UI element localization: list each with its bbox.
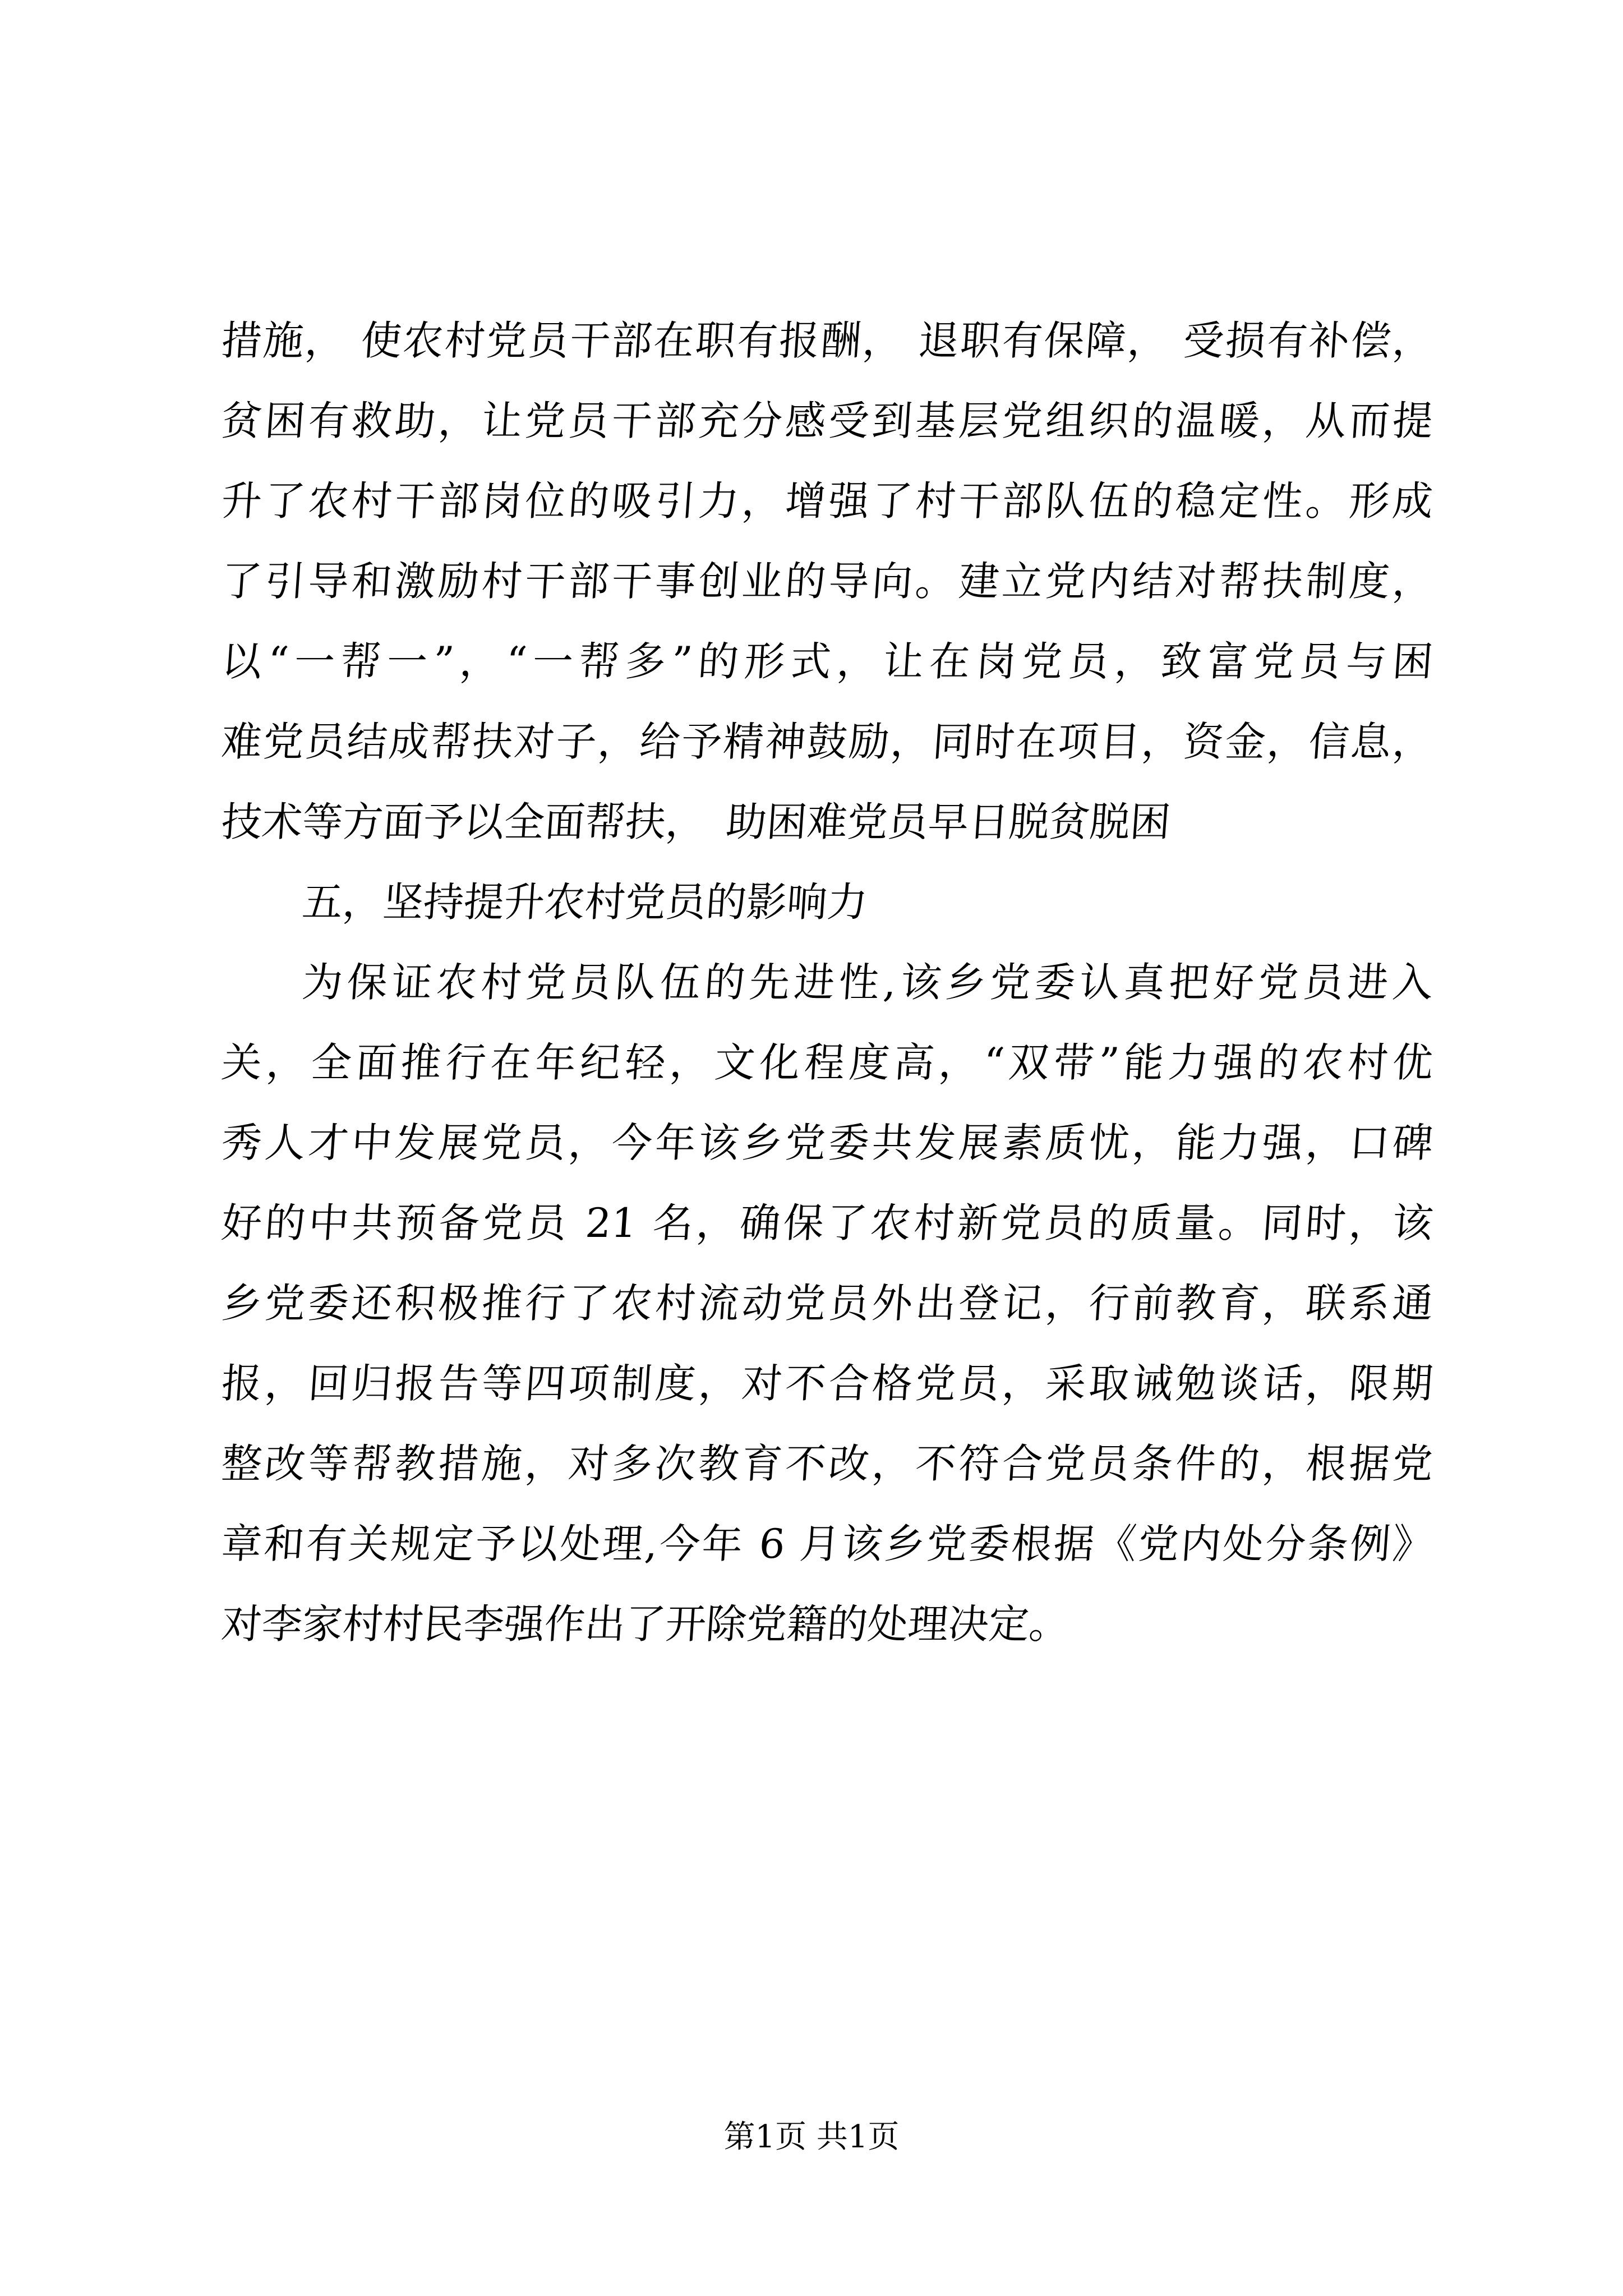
text-line: 报，回归报告等四项制度，对不合格党员，采取诫勉谈话，限期 [220, 1360, 1435, 1407]
section-heading: 五，坚持提升农村党员的影响力 [301, 878, 869, 926]
text-line: 整改等帮教措施，对多次教育不改，不符合党员条件的，根据党 [220, 1440, 1435, 1487]
text-line: 好的中共预备党员 21 名，确保了农村新党员的质量。同时，该 [220, 1199, 1435, 1246]
text-line: 秀人才中发展党员，今年该乡党委共发展素质忧，能力强，口碑 [220, 1119, 1435, 1166]
text-line: 章和有关规定予以处理,今年 6 月该乡党委根据《党内处分条例》 [220, 1520, 1435, 1567]
text-line: 升了农村干部岗位的吸引力，增强了村干部队伍的稳定性。形成 [220, 477, 1435, 524]
text-line: 以“一帮一”，“一帮多”的形式，让在岗党员，致富党员与困 [220, 638, 1435, 685]
text-line: 措施， 使农村党员干部在职有报酬， 退职有保障， 受损有补偿， [220, 317, 1435, 364]
text-line: 乡党委还积极推行了农村流动党员外出登记，行前教育，联系通 [220, 1280, 1435, 1327]
text-line: 技术等方面予以全面帮扶， 助困难党员早日脱贫脱困 [220, 798, 1172, 845]
text-line: 关，全面推行在年纪轻，文化程度高，“双带”能力强的农村优 [220, 1039, 1435, 1086]
text-line: 贫困有救助，让党员干部充分感受到基层党组织的温暖，从而提 [220, 397, 1435, 444]
text-line: 难党员结成帮扶对子，给予精神鼓励，同时在项目，资金，信息， [220, 718, 1435, 765]
document-body [219, 301, 1435, 1664]
text-line: 了引导和激励村干部干事创业的导向。建立党内结对帮扶制度， [220, 558, 1435, 605]
text-line: 对李家村村民李强作出了开除党籍的处理决定。 [220, 1600, 1071, 1648]
text-line: 为保证农村党员队伍的先进性,该乡党委认真把好党员进入 [301, 959, 1435, 1006]
page-footer: 第1页 共1页 [723, 2119, 900, 2155]
